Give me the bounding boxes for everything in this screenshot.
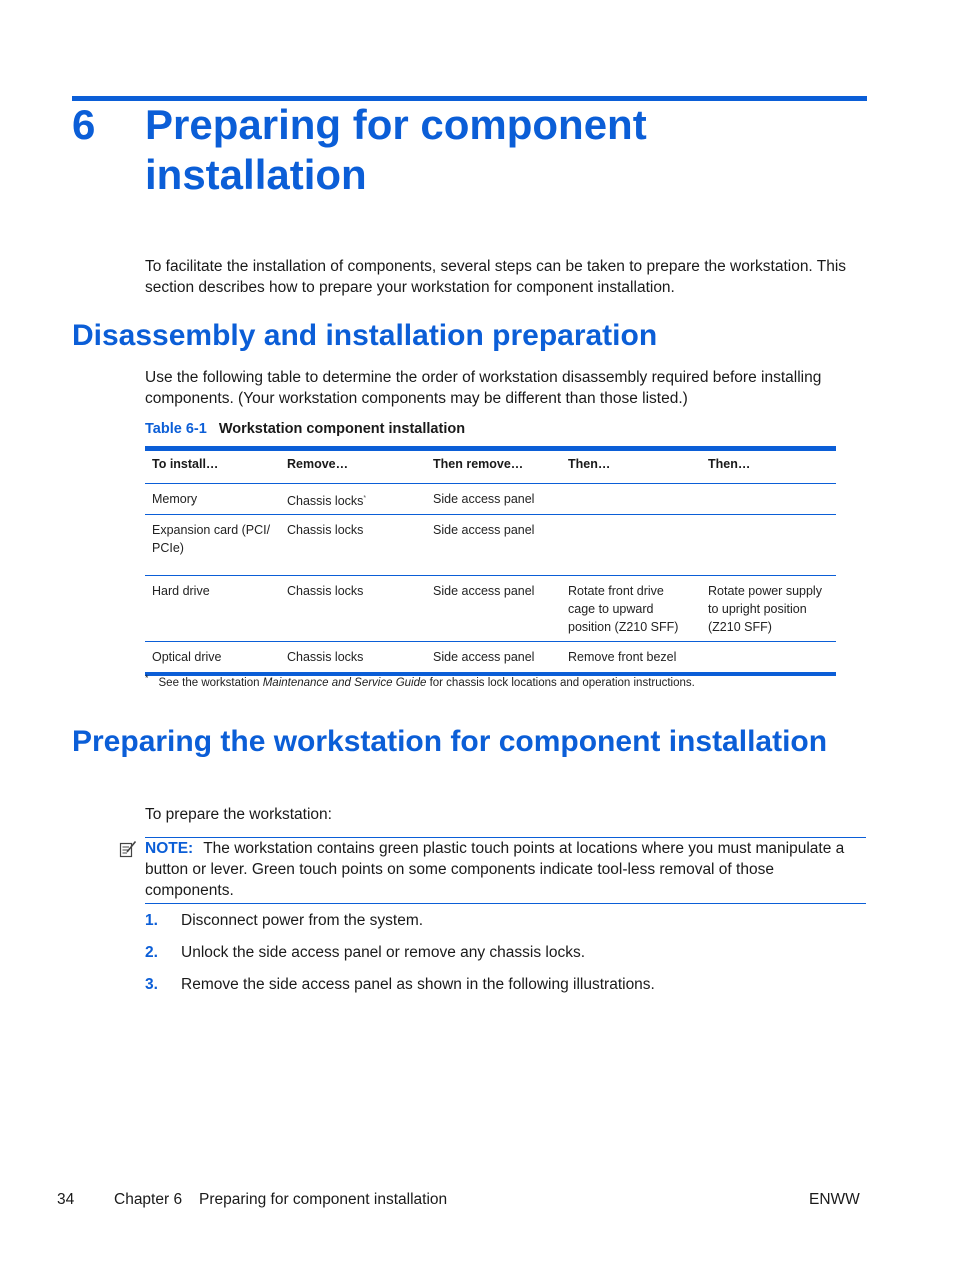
footer-chapter-title: Preparing for component installation (199, 1191, 448, 1208)
table-cell: Chassis locks (287, 523, 364, 537)
table-header-cell: Then remove… (433, 457, 524, 471)
footnote-guide-title: Maintenance and Service Guide (262, 676, 427, 689)
table-cell: Hard drive (152, 584, 210, 598)
table-cell: Side access panel (433, 584, 535, 598)
footnote-text: See the workstation (158, 676, 263, 689)
step-item (145, 910, 423, 931)
table-cell: Remove front bezel (568, 650, 677, 664)
table-cell: Rotate power supply to upright position (Z210 SFF) (708, 584, 822, 634)
table-cell: Memory (152, 492, 198, 506)
section-heading-disassembly: Disassembly and installation preparation (72, 319, 658, 352)
note-text: The workstation contains green plastic touch points at locations where you must manipulate a button or lever. Green touch points on some components indicate tool-less removal of those components. (145, 840, 845, 899)
table-header-cell: Remove… (287, 457, 349, 471)
note-label: NOTE: (145, 840, 194, 857)
table-cell (701, 642, 836, 672)
step-text: Unlock the side access panel or remove any chassis locks. (181, 944, 586, 961)
table-cell: Chassis locks (287, 650, 364, 664)
table-cell: Optical drive (152, 650, 222, 664)
footnote-text-end: for chassis lock locations and operation instructions. (426, 676, 695, 689)
table-cell (701, 484, 836, 515)
note-icon (119, 840, 137, 858)
table-cell: Side access panel (433, 492, 535, 506)
table-cell: Chassis locks (287, 584, 364, 598)
chapter-title: Preparing for component installation (145, 101, 647, 198)
table-caption (145, 421, 465, 437)
footer-locale: ENWW (809, 1191, 860, 1208)
table-row (145, 515, 836, 576)
table-header-cell: Then… (708, 457, 751, 471)
step-text: Disconnect power from the system. (181, 912, 424, 929)
section-body-disassembly: Use the following table to determine the order of workstation disassembly required before installing components. (Your workstation components may be different than those listed.) (145, 369, 822, 407)
table-caption-number: Table 6-1 (145, 421, 207, 437)
table-cell (561, 484, 701, 515)
footnote-marker: * (145, 673, 149, 683)
table-header-cell: To install… (152, 457, 219, 471)
chapter-number: 6 (72, 101, 96, 148)
page-number: 34 (57, 1191, 75, 1208)
table-row (145, 576, 836, 642)
section-lead: To prepare the workstation: (145, 806, 332, 823)
step-number: 1. (145, 912, 158, 929)
table-footnote (145, 673, 695, 689)
step-item (145, 974, 655, 995)
table-cell (701, 515, 836, 576)
section-heading-preparing: Preparing the workstation for component installation (72, 725, 828, 758)
table-cell-text: Chassis locks (287, 494, 364, 509)
table-cell (561, 515, 701, 576)
step-number: 2. (145, 944, 158, 961)
table-cell: Side access panel (433, 523, 535, 537)
table-row (145, 642, 836, 672)
table-header-row (145, 451, 836, 484)
step-item (145, 942, 585, 963)
table-cell: Expansion card (PCI/ PCIe) (152, 523, 271, 555)
footnote-marker: * (363, 495, 367, 502)
note-box (145, 837, 866, 904)
table-header-cell: Then… (568, 457, 611, 471)
table-cell (280, 484, 426, 515)
component-table (145, 446, 836, 676)
intro-paragraph: To facilitate the installation of components, several steps can be taken to prepare the workstation. This section describes how to prepare your workstation for component installation. (145, 258, 847, 296)
table-cell: Rotate front drive cage to upward position (Z210 SFF) (568, 584, 679, 634)
footer-chapter-label: Chapter 6 (114, 1191, 183, 1208)
table-cell: Side access panel (433, 650, 535, 664)
table-body (145, 451, 836, 672)
table-row (145, 484, 836, 515)
table-caption-title: Workstation component installation (218, 421, 466, 437)
step-number: 3. (145, 976, 158, 993)
step-text: Remove the side access panel as shown in the following illustrations. (181, 976, 655, 993)
